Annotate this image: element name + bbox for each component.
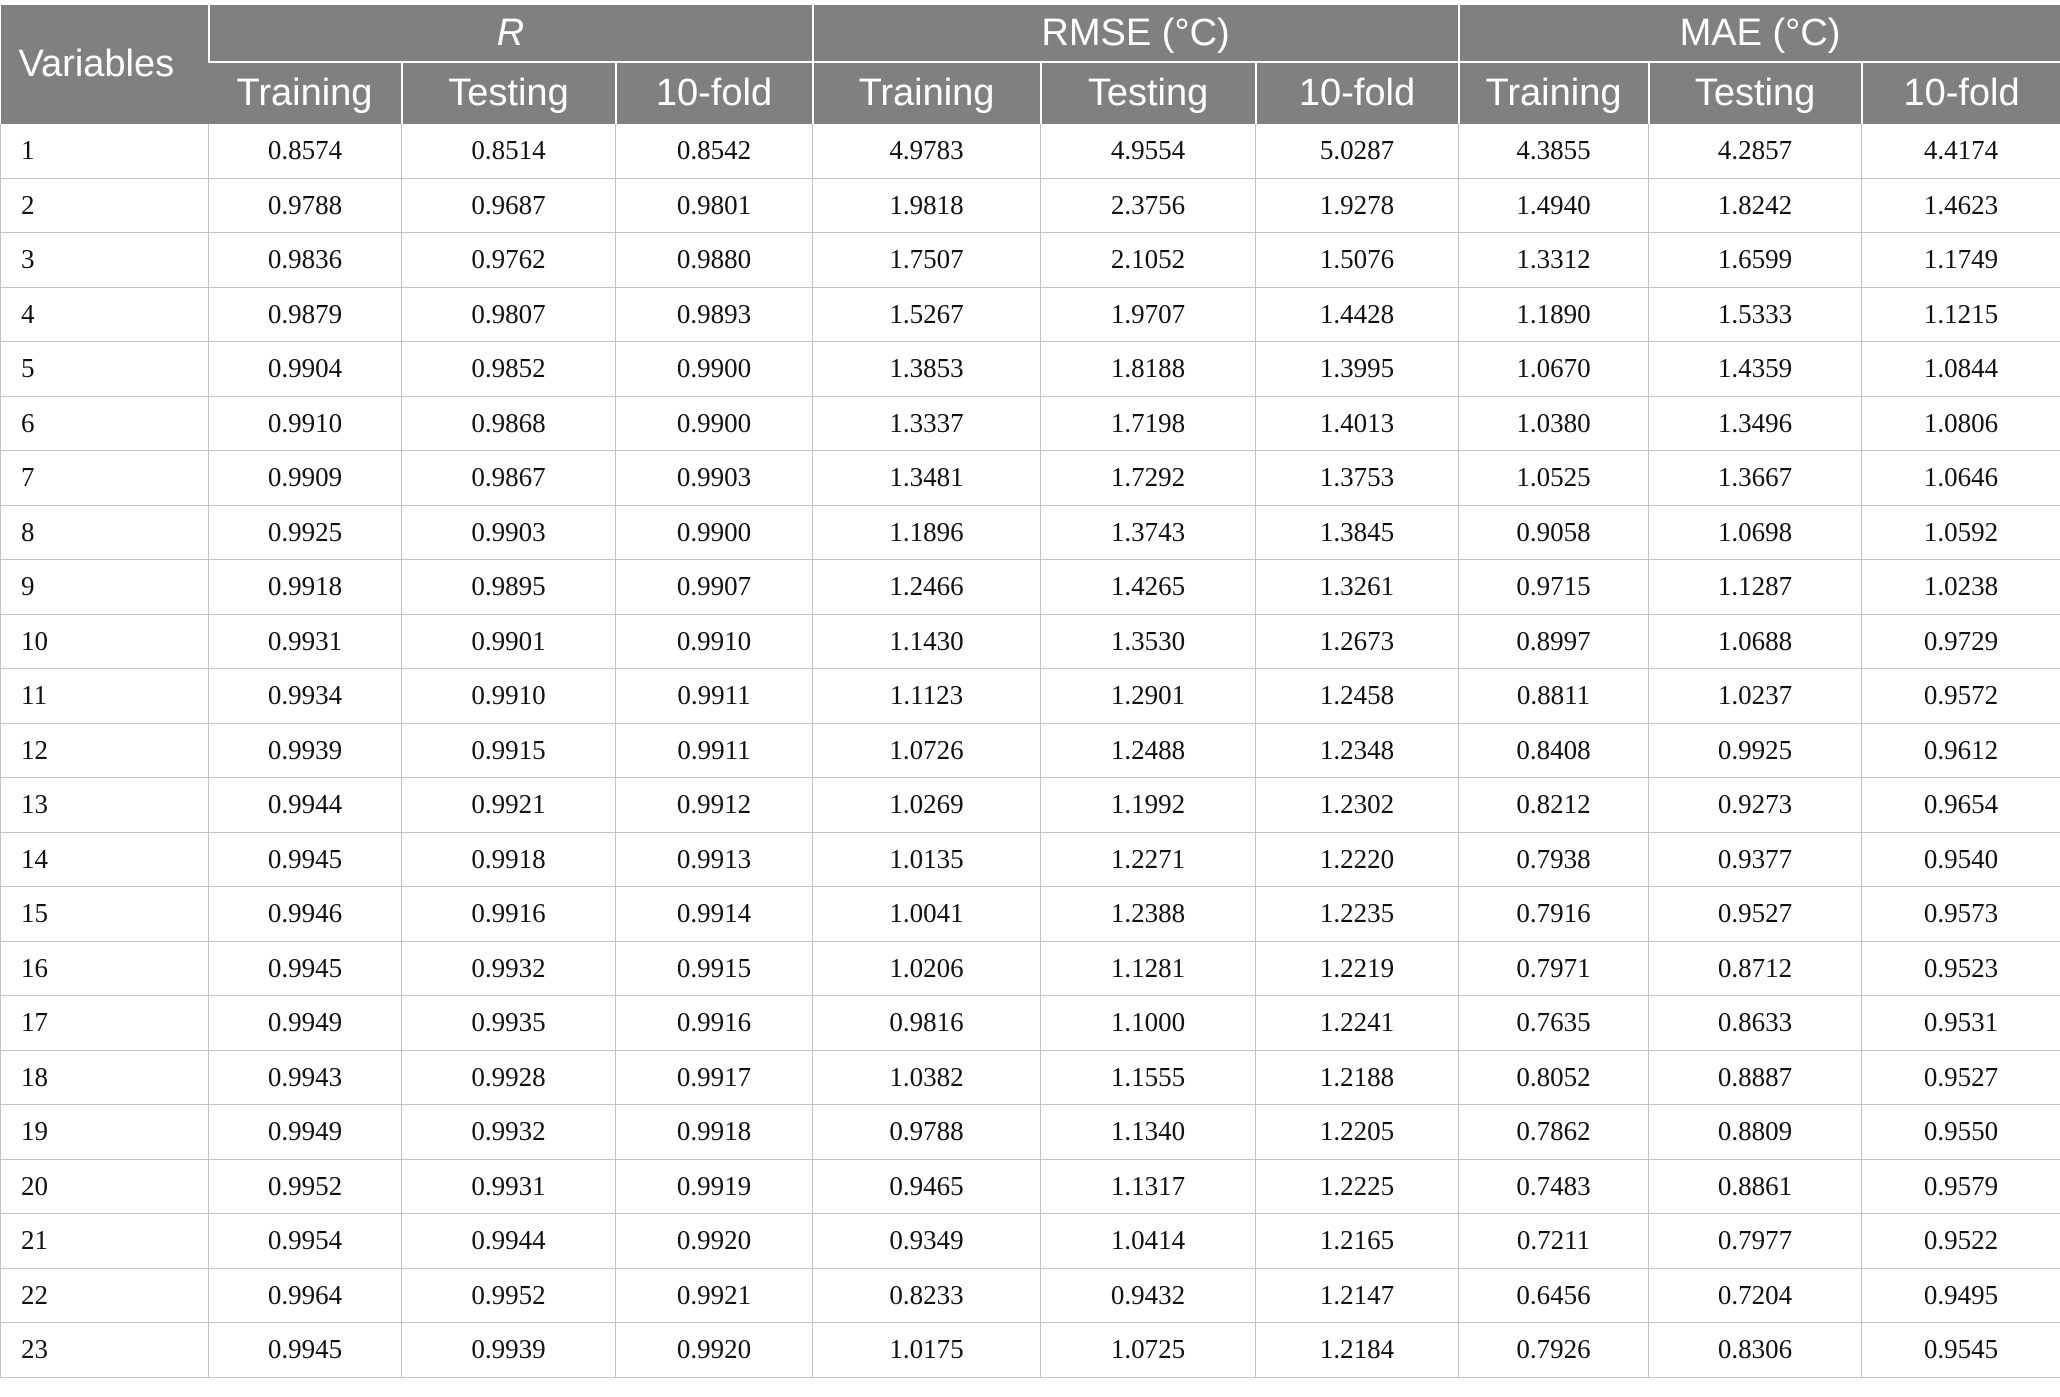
rmse-testing-cell: 1.7292 <box>1041 451 1256 506</box>
rmse-10fold-cell: 1.3995 <box>1256 342 1459 397</box>
r-training-cell: 0.9945 <box>209 832 402 887</box>
r-10fold-cell: 0.9918 <box>616 1105 813 1160</box>
mae-10fold-cell: 1.0592 <box>1862 505 2060 560</box>
rmse-testing-cell: 1.1281 <box>1041 941 1256 996</box>
r-testing-cell: 0.9921 <box>402 778 616 833</box>
table-row <box>1 505 2060 560</box>
mae-training-cell: 0.7635 <box>1459 996 1649 1051</box>
r-testing-cell: 0.9807 <box>402 287 616 342</box>
r-10fold-cell: 0.9912 <box>616 778 813 833</box>
variable-count-cell: 12 <box>1 723 209 778</box>
mae-testing-cell: 1.5333 <box>1649 287 1862 342</box>
rmse-training-cell: 0.9349 <box>813 1214 1041 1269</box>
mae-training-cell: 0.7483 <box>1459 1159 1649 1214</box>
subheader-rmse-testing: Testing <box>1041 62 1256 124</box>
r-10fold-cell: 0.9903 <box>616 451 813 506</box>
table-row <box>1 1268 2060 1323</box>
table-row <box>1 124 2060 178</box>
subheader-r-testing: Testing <box>402 62 616 124</box>
variable-count-cell: 17 <box>1 996 209 1051</box>
rmse-10fold-cell: 1.2188 <box>1256 1050 1459 1105</box>
r-testing-cell: 0.9901 <box>402 614 616 669</box>
mae-training-cell: 0.7862 <box>1459 1105 1649 1160</box>
results-table-wrapper <box>0 5 2060 1378</box>
mae-training-cell: 0.7211 <box>1459 1214 1649 1269</box>
rmse-10fold-cell: 1.2184 <box>1256 1323 1459 1378</box>
variable-count-cell: 16 <box>1 941 209 996</box>
subheader-r-10fold: 10-fold <box>616 62 813 124</box>
mae-group-header: MAE (°C) <box>1459 5 2060 62</box>
r-10fold-cell: 0.9911 <box>616 669 813 724</box>
r-testing-cell: 0.9762 <box>402 233 616 288</box>
r-10fold-cell: 0.9915 <box>616 941 813 996</box>
rmse-training-cell: 1.3853 <box>813 342 1041 397</box>
r-testing-cell: 0.9939 <box>402 1323 616 1378</box>
subheader-rmse-10fold: 10-fold <box>1256 62 1459 124</box>
rmse-10fold-cell: 1.5076 <box>1256 233 1459 288</box>
mae-10fold-cell: 0.9573 <box>1862 887 2060 942</box>
rmse-training-cell: 0.9465 <box>813 1159 1041 1214</box>
rmse-10fold-cell: 1.2302 <box>1256 778 1459 833</box>
mae-10fold-cell: 1.0238 <box>1862 560 2060 615</box>
r-testing-cell: 0.9952 <box>402 1268 616 1323</box>
mae-testing-cell: 1.3667 <box>1649 451 1862 506</box>
variable-count-cell: 9 <box>1 560 209 615</box>
mae-10fold-cell: 1.0844 <box>1862 342 2060 397</box>
mae-10fold-cell: 0.9540 <box>1862 832 2060 887</box>
rmse-10fold-cell: 1.2220 <box>1256 832 1459 887</box>
r-testing-cell: 0.9935 <box>402 996 616 1051</box>
r-10fold-cell: 0.9900 <box>616 342 813 397</box>
mae-training-cell: 1.4940 <box>1459 178 1649 233</box>
rmse-group-header: RMSE (°C) <box>813 5 1459 62</box>
mae-testing-cell: 0.8306 <box>1649 1323 1862 1378</box>
rmse-training-cell: 1.0135 <box>813 832 1041 887</box>
mae-testing-cell: 1.0698 <box>1649 505 1862 560</box>
rmse-10fold-cell: 1.2225 <box>1256 1159 1459 1214</box>
rmse-training-cell: 1.5267 <box>813 287 1041 342</box>
mae-testing-cell: 1.3496 <box>1649 396 1862 451</box>
mae-testing-cell: 0.7204 <box>1649 1268 1862 1323</box>
subheader-mae-training: Training <box>1459 62 1649 124</box>
rmse-testing-cell: 1.8188 <box>1041 342 1256 397</box>
variable-count-cell: 22 <box>1 1268 209 1323</box>
r-training-cell: 0.9949 <box>209 996 402 1051</box>
subheader-mae-testing: Testing <box>1649 62 1862 124</box>
mae-testing-cell: 0.8809 <box>1649 1105 1862 1160</box>
r-testing-cell: 0.9931 <box>402 1159 616 1214</box>
mae-10fold-cell: 0.9729 <box>1862 614 2060 669</box>
r-group-header <box>209 5 813 62</box>
rmse-10fold-cell: 1.2219 <box>1256 941 1459 996</box>
variable-count-cell: 14 <box>1 832 209 887</box>
rmse-training-cell: 1.7507 <box>813 233 1041 288</box>
variable-count-cell: 10 <box>1 614 209 669</box>
table-row <box>1 560 2060 615</box>
rmse-training-cell: 1.0041 <box>813 887 1041 942</box>
rmse-testing-cell: 2.1052 <box>1041 233 1256 288</box>
mae-training-cell: 0.8408 <box>1459 723 1649 778</box>
rmse-testing-cell: 1.7198 <box>1041 396 1256 451</box>
variable-count-cell: 7 <box>1 451 209 506</box>
r-testing-cell: 0.9687 <box>402 178 616 233</box>
mae-testing-cell: 0.9377 <box>1649 832 1862 887</box>
table-row <box>1 396 2060 451</box>
rmse-training-cell: 1.3337 <box>813 396 1041 451</box>
table-row <box>1 614 2060 669</box>
variable-count-cell: 3 <box>1 233 209 288</box>
mae-testing-cell: 0.8633 <box>1649 996 1862 1051</box>
rmse-10fold-cell: 1.2241 <box>1256 996 1459 1051</box>
variable-count-cell: 2 <box>1 178 209 233</box>
rmse-10fold-cell: 1.4013 <box>1256 396 1459 451</box>
variable-count-cell: 1 <box>1 124 209 178</box>
rmse-10fold-cell: 1.2348 <box>1256 723 1459 778</box>
rmse-training-cell: 1.0726 <box>813 723 1041 778</box>
mae-training-cell: 0.8212 <box>1459 778 1649 833</box>
mae-training-cell: 0.7916 <box>1459 887 1649 942</box>
table-row <box>1 941 2060 996</box>
rmse-testing-cell: 1.9707 <box>1041 287 1256 342</box>
rmse-10fold-cell: 1.2147 <box>1256 1268 1459 1323</box>
r-training-cell: 0.9931 <box>209 614 402 669</box>
rmse-testing-cell: 1.4265 <box>1041 560 1256 615</box>
variable-count-cell: 8 <box>1 505 209 560</box>
mae-10fold-cell: 1.1215 <box>1862 287 2060 342</box>
mae-testing-cell: 0.8861 <box>1649 1159 1862 1214</box>
mae-testing-cell: 1.8242 <box>1649 178 1862 233</box>
rmse-testing-cell: 1.1555 <box>1041 1050 1256 1105</box>
table-row <box>1 1105 2060 1160</box>
table-row <box>1 887 2060 942</box>
table-row <box>1 1214 2060 1269</box>
r-testing-cell: 0.9852 <box>402 342 616 397</box>
table-row <box>1 233 2060 288</box>
r-training-cell: 0.9909 <box>209 451 402 506</box>
r-10fold-cell: 0.9919 <box>616 1159 813 1214</box>
mae-testing-cell: 1.0237 <box>1649 669 1862 724</box>
r-10fold-cell: 0.9916 <box>616 996 813 1051</box>
r-training-cell: 0.9944 <box>209 778 402 833</box>
table-row <box>1 451 2060 506</box>
variable-count-cell: 15 <box>1 887 209 942</box>
r-training-cell: 0.9945 <box>209 1323 402 1378</box>
r-testing-cell: 0.9867 <box>402 451 616 506</box>
rmse-testing-cell: 0.9432 <box>1041 1268 1256 1323</box>
rmse-10fold-cell: 1.2165 <box>1256 1214 1459 1269</box>
r-testing-cell: 0.9928 <box>402 1050 616 1105</box>
variable-count-cell: 23 <box>1 1323 209 1378</box>
r-10fold-cell: 0.9917 <box>616 1050 813 1105</box>
rmse-training-cell: 1.0269 <box>813 778 1041 833</box>
rmse-training-cell: 1.0382 <box>813 1050 1041 1105</box>
mae-training-cell: 1.3312 <box>1459 233 1649 288</box>
table-row <box>1 996 2060 1051</box>
rmse-training-cell: 1.1896 <box>813 505 1041 560</box>
table-row <box>1 1050 2060 1105</box>
rmse-10fold-cell: 1.3753 <box>1256 451 1459 506</box>
variable-count-cell: 19 <box>1 1105 209 1160</box>
mae-10fold-cell: 0.9522 <box>1862 1214 2060 1269</box>
subheader-rmse-training: Training <box>813 62 1041 124</box>
r-testing-cell: 0.9915 <box>402 723 616 778</box>
mae-10fold-cell: 0.9523 <box>1862 941 2060 996</box>
table-row <box>1 287 2060 342</box>
variable-count-cell: 11 <box>1 669 209 724</box>
table-row <box>1 1159 2060 1214</box>
r-testing-cell: 0.9918 <box>402 832 616 887</box>
table-row <box>1 178 2060 233</box>
subheader-r-training: Training <box>209 62 402 124</box>
r-training-cell: 0.9939 <box>209 723 402 778</box>
mae-training-cell: 0.7971 <box>1459 941 1649 996</box>
mae-testing-cell: 0.9273 <box>1649 778 1862 833</box>
rmse-10fold-cell: 1.3845 <box>1256 505 1459 560</box>
r-testing-cell: 0.8514 <box>402 124 616 178</box>
r-10fold-cell: 0.9900 <box>616 505 813 560</box>
rmse-testing-cell: 1.1340 <box>1041 1105 1256 1160</box>
mae-training-cell: 0.8052 <box>1459 1050 1649 1105</box>
mae-10fold-cell: 1.0806 <box>1862 396 2060 451</box>
rmse-training-cell: 0.8233 <box>813 1268 1041 1323</box>
rmse-training-cell: 0.9816 <box>813 996 1041 1051</box>
mae-testing-cell: 1.1287 <box>1649 560 1862 615</box>
rmse-testing-cell: 1.1317 <box>1041 1159 1256 1214</box>
r-10fold-cell: 0.8542 <box>616 124 813 178</box>
mae-training-cell: 0.9715 <box>1459 560 1649 615</box>
table-body <box>1 124 2060 1377</box>
mae-training-cell: 1.1890 <box>1459 287 1649 342</box>
rmse-training-cell: 1.2466 <box>813 560 1041 615</box>
r-10fold-cell: 0.9911 <box>616 723 813 778</box>
r-training-cell: 0.8574 <box>209 124 402 178</box>
rmse-testing-cell: 1.0725 <box>1041 1323 1256 1378</box>
r-training-cell: 0.9904 <box>209 342 402 397</box>
r-10fold-cell: 0.9910 <box>616 614 813 669</box>
mae-training-cell: 0.6456 <box>1459 1268 1649 1323</box>
rmse-testing-cell: 1.3743 <box>1041 505 1256 560</box>
mae-testing-cell: 1.4359 <box>1649 342 1862 397</box>
mae-10fold-cell: 4.4174 <box>1862 124 2060 178</box>
mae-10fold-cell: 0.9550 <box>1862 1105 2060 1160</box>
table-row <box>1 669 2060 724</box>
r-10fold-cell: 0.9880 <box>616 233 813 288</box>
variable-count-cell: 6 <box>1 396 209 451</box>
r-10fold-cell: 0.9900 <box>616 396 813 451</box>
rmse-testing-cell: 1.0414 <box>1041 1214 1256 1269</box>
rmse-training-cell: 0.9788 <box>813 1105 1041 1160</box>
mae-testing-cell: 0.7977 <box>1649 1214 1862 1269</box>
rmse-10fold-cell: 1.4428 <box>1256 287 1459 342</box>
mae-10fold-cell: 0.9545 <box>1862 1323 2060 1378</box>
mae-10fold-cell: 0.9531 <box>1862 996 2060 1051</box>
mae-10fold-cell: 0.9654 <box>1862 778 2060 833</box>
mae-10fold-cell: 0.9572 <box>1862 669 2060 724</box>
variable-count-cell: 4 <box>1 287 209 342</box>
variable-count-cell: 18 <box>1 1050 209 1105</box>
r-10fold-cell: 0.9801 <box>616 178 813 233</box>
subheader-mae-10fold: 10-fold <box>1862 62 2060 124</box>
table-row <box>1 723 2060 778</box>
rmse-10fold-cell: 1.3261 <box>1256 560 1459 615</box>
r-training-cell: 0.9964 <box>209 1268 402 1323</box>
mae-training-cell: 1.0380 <box>1459 396 1649 451</box>
r-10fold-cell: 0.9913 <box>616 832 813 887</box>
rmse-10fold-cell: 1.2458 <box>1256 669 1459 724</box>
variable-count-cell: 13 <box>1 778 209 833</box>
mae-10fold-cell: 0.9579 <box>1862 1159 2060 1214</box>
rmse-testing-cell: 1.2388 <box>1041 887 1256 942</box>
mae-10fold-cell: 1.4623 <box>1862 178 2060 233</box>
rmse-training-cell: 1.0206 <box>813 941 1041 996</box>
rmse-testing-cell: 1.1000 <box>1041 996 1256 1051</box>
rmse-testing-cell: 1.3530 <box>1041 614 1256 669</box>
mae-training-cell: 0.7938 <box>1459 832 1649 887</box>
r-group-label: R <box>496 11 525 54</box>
r-10fold-cell: 0.9921 <box>616 1268 813 1323</box>
r-training-cell: 0.9943 <box>209 1050 402 1105</box>
mae-testing-cell: 1.6599 <box>1649 233 1862 288</box>
mae-training-cell: 1.0670 <box>1459 342 1649 397</box>
rmse-testing-cell: 1.2488 <box>1041 723 1256 778</box>
table-row <box>1 778 2060 833</box>
rmse-10fold-cell: 1.2205 <box>1256 1105 1459 1160</box>
r-testing-cell: 0.9910 <box>402 669 616 724</box>
r-training-cell: 0.9788 <box>209 178 402 233</box>
r-training-cell: 0.9879 <box>209 287 402 342</box>
mae-training-cell: 0.7926 <box>1459 1323 1649 1378</box>
mae-training-cell: 0.8811 <box>1459 669 1649 724</box>
rmse-10fold-cell: 1.9278 <box>1256 178 1459 233</box>
variable-count-cell: 5 <box>1 342 209 397</box>
table-row <box>1 832 2060 887</box>
rmse-10fold-cell: 5.0287 <box>1256 124 1459 178</box>
mae-training-cell: 0.9058 <box>1459 505 1649 560</box>
r-10fold-cell: 0.9893 <box>616 287 813 342</box>
r-training-cell: 0.9918 <box>209 560 402 615</box>
r-testing-cell: 0.9932 <box>402 941 616 996</box>
mae-testing-cell: 4.2857 <box>1649 124 1862 178</box>
mae-testing-cell: 0.8887 <box>1649 1050 1862 1105</box>
mae-training-cell: 1.0525 <box>1459 451 1649 506</box>
r-testing-cell: 0.9895 <box>402 560 616 615</box>
r-testing-cell: 0.9932 <box>402 1105 616 1160</box>
mae-10fold-cell: 1.1749 <box>1862 233 2060 288</box>
mae-testing-cell: 0.8712 <box>1649 941 1862 996</box>
variables-header: Variables <box>1 5 209 124</box>
rmse-training-cell: 1.1123 <box>813 669 1041 724</box>
table-row <box>1 342 2060 397</box>
r-training-cell: 0.9934 <box>209 669 402 724</box>
mae-10fold-cell: 1.0646 <box>1862 451 2060 506</box>
mae-10fold-cell: 0.9495 <box>1862 1268 2060 1323</box>
mae-10fold-cell: 0.9527 <box>1862 1050 2060 1105</box>
r-training-cell: 0.9952 <box>209 1159 402 1214</box>
r-10fold-cell: 0.9920 <box>616 1323 813 1378</box>
rmse-testing-cell: 1.2901 <box>1041 669 1256 724</box>
r-training-cell: 0.9954 <box>209 1214 402 1269</box>
mae-training-cell: 0.8997 <box>1459 614 1649 669</box>
variable-count-cell: 21 <box>1 1214 209 1269</box>
r-10fold-cell: 0.9907 <box>616 560 813 615</box>
rmse-training-cell: 1.1430 <box>813 614 1041 669</box>
r-testing-cell: 0.9868 <box>402 396 616 451</box>
mae-testing-cell: 0.9527 <box>1649 887 1862 942</box>
r-training-cell: 0.9836 <box>209 233 402 288</box>
mae-10fold-cell: 0.9612 <box>1862 723 2060 778</box>
mae-testing-cell: 0.9925 <box>1649 723 1862 778</box>
r-testing-cell: 0.9903 <box>402 505 616 560</box>
mae-testing-cell: 1.0688 <box>1649 614 1862 669</box>
r-testing-cell: 0.9944 <box>402 1214 616 1269</box>
rmse-testing-cell: 1.2271 <box>1041 832 1256 887</box>
mae-training-cell: 4.3855 <box>1459 124 1649 178</box>
table-row <box>1 1323 2060 1378</box>
rmse-training-cell: 1.3481 <box>813 451 1041 506</box>
r-training-cell: 0.9925 <box>209 505 402 560</box>
r-testing-cell: 0.9916 <box>402 887 616 942</box>
rmse-testing-cell: 2.3756 <box>1041 178 1256 233</box>
r-training-cell: 0.9949 <box>209 1105 402 1160</box>
rmse-testing-cell: 1.1992 <box>1041 778 1256 833</box>
r-training-cell: 0.9910 <box>209 396 402 451</box>
rmse-10fold-cell: 1.2673 <box>1256 614 1459 669</box>
r-training-cell: 0.9946 <box>209 887 402 942</box>
variable-count-cell: 20 <box>1 1159 209 1214</box>
rmse-testing-cell: 4.9554 <box>1041 124 1256 178</box>
rmse-training-cell: 1.9818 <box>813 178 1041 233</box>
r-training-cell: 0.9945 <box>209 941 402 996</box>
results-table <box>0 5 2060 1378</box>
rmse-training-cell: 4.9783 <box>813 124 1041 178</box>
r-10fold-cell: 0.9914 <box>616 887 813 942</box>
rmse-10fold-cell: 1.2235 <box>1256 887 1459 942</box>
table-header <box>1 5 2060 124</box>
r-10fold-cell: 0.9920 <box>616 1214 813 1269</box>
rmse-training-cell: 1.0175 <box>813 1323 1041 1378</box>
